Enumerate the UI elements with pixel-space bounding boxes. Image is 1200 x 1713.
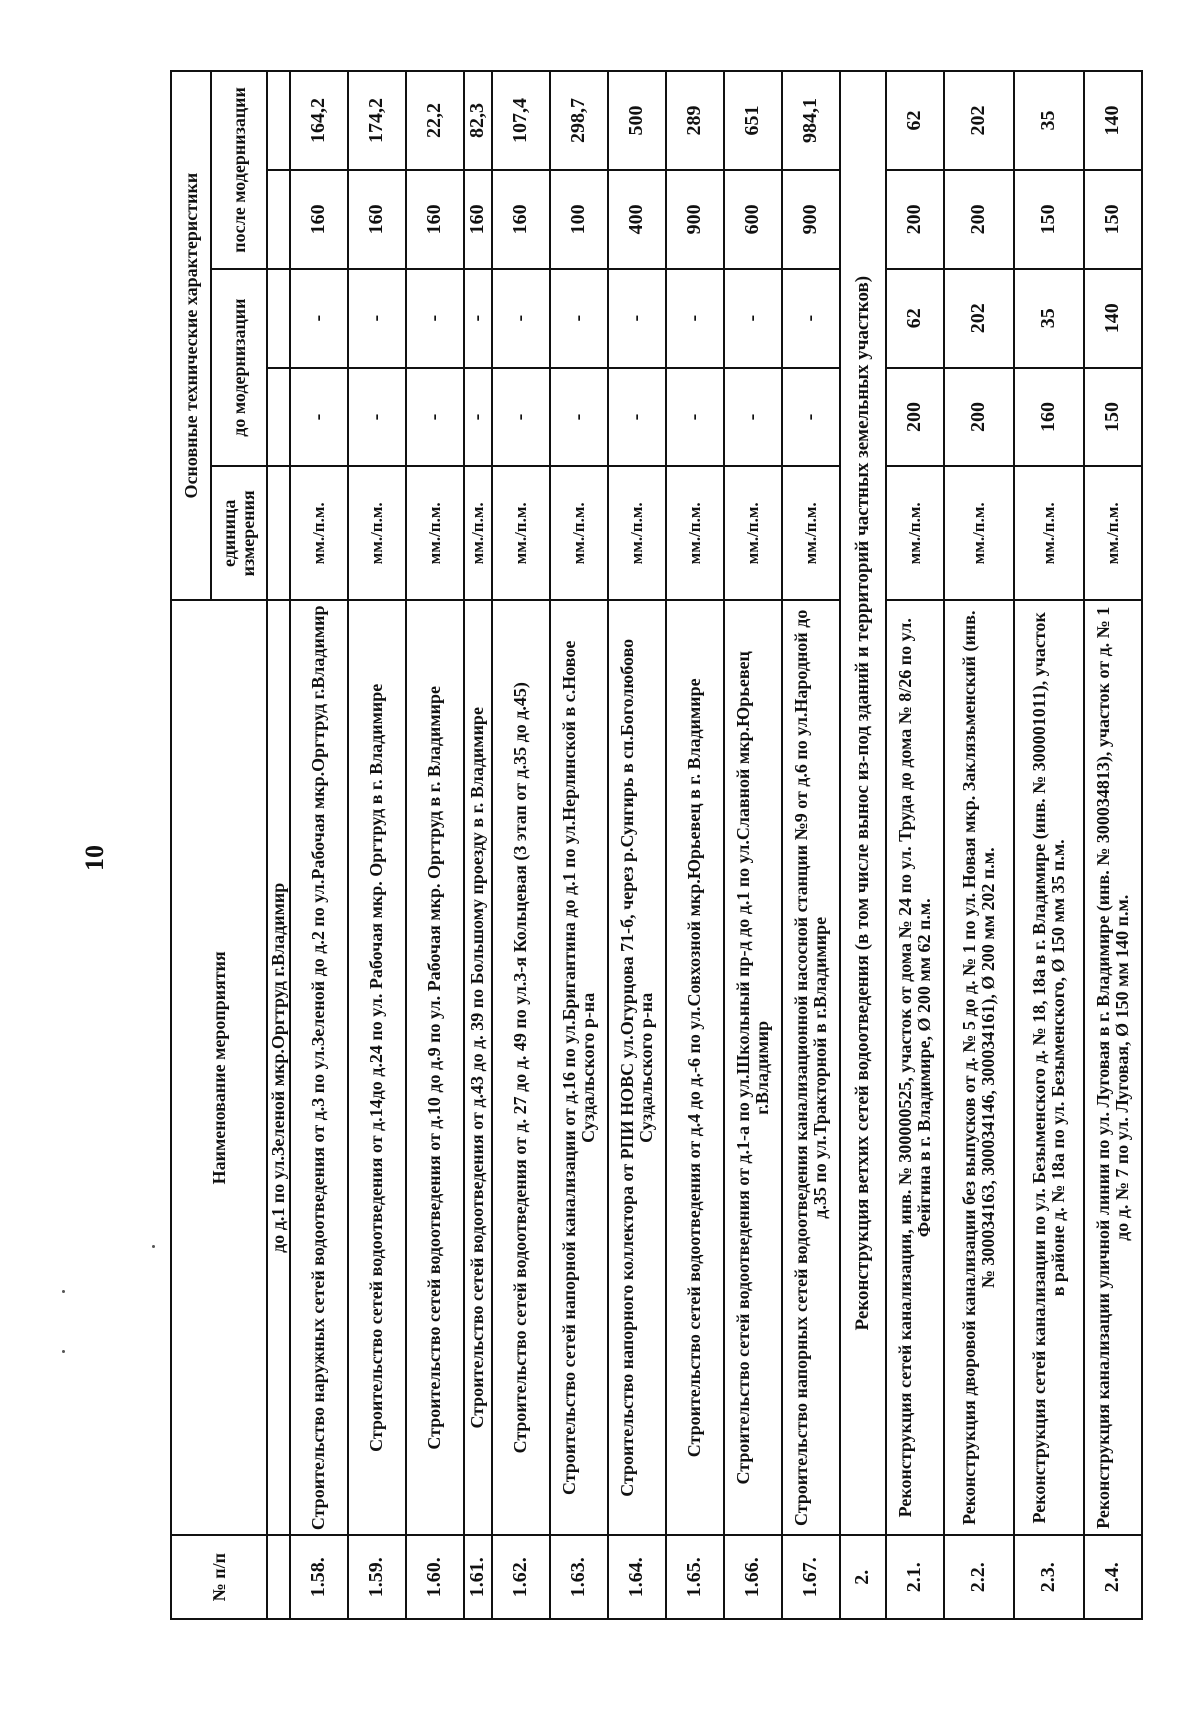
before-diameter xyxy=(267,368,290,467)
measure-name: Строительство сетей водоотведения от д.1-а по ул.Школьный пр-д до д.1 по ул.Славной мкр.Юрьевец г.Владимир xyxy=(724,600,782,1535)
before-diameter: 160 xyxy=(1014,368,1084,467)
after-diameter: 200 xyxy=(886,170,944,269)
before-length: - xyxy=(550,269,608,368)
after-diameter: 160 xyxy=(464,170,492,269)
after-length: 298,7 xyxy=(550,71,608,170)
row-number xyxy=(267,1535,290,1619)
after-length: 289 xyxy=(666,71,724,170)
measure-name: Реконструкция сетей канализации по ул. Безыменского д. № 18, 18а в г. Владимире (инв. № 300001011), участок в районе д. № 18а по ул. Безыменского, Ø 150 мм 35 п.м. xyxy=(1014,600,1084,1535)
row-number: 1.65. xyxy=(666,1535,724,1619)
measure-name: Строительство сетей водоотведения от д.43 до д. 39 по Большому проезду в г. Владимире xyxy=(464,600,492,1535)
before-length: - xyxy=(348,269,406,368)
table-row xyxy=(406,71,464,1619)
row-number: 1.66. xyxy=(724,1535,782,1619)
measure-name: Строительство сетей водоотведения от д.10 до д.9 по ул. Рабочая мкр. Оргтруд в г. Владимире xyxy=(406,600,464,1535)
table-row xyxy=(840,71,886,1619)
measure-name: Реконструкция сетей канализации, инв. № 300000525, участок от дома № 24 по ул. Труда до дома № 8/26 по ул. Фейгина в г. Владимире, Ø 200 мм 62 п.м. xyxy=(886,600,944,1535)
measure-name: Строительство напорных сетей водоотведения канализационной насосной станции №9 от д.6 по ул.Народной до д.35 по ул.Тракторной в г.Владимире xyxy=(782,600,840,1535)
header-num: № п/п xyxy=(171,1535,267,1619)
before-length: - xyxy=(782,269,840,368)
before-length: - xyxy=(290,269,348,368)
measures-table xyxy=(170,70,1143,1620)
after-diameter: 160 xyxy=(406,170,464,269)
row-number: 2. xyxy=(840,1535,886,1619)
row-number: 2.4. xyxy=(1084,1535,1142,1619)
before-diameter: - xyxy=(406,368,464,467)
after-length: 140 xyxy=(1084,71,1142,170)
after-length: 82,3 xyxy=(464,71,492,170)
before-diameter: - xyxy=(492,368,550,467)
measure-name: Строительство сетей водоотведения от д. 27 до д. 49 по ул.3-я Кольцевая (3 этап от д.35 до д.45) xyxy=(492,600,550,1535)
unit-cell: мм./п.м. xyxy=(1084,466,1142,600)
after-diameter: 900 xyxy=(782,170,840,269)
table-row xyxy=(1084,71,1142,1619)
unit-cell: мм./п.м. xyxy=(782,466,840,600)
after-diameter: 100 xyxy=(550,170,608,269)
unit-cell: мм./п.м. xyxy=(724,466,782,600)
page-number: 10 xyxy=(80,845,109,871)
after-diameter: 400 xyxy=(608,170,666,269)
section-title: Реконструкция ветхих сетей водоотведения (в том числе вынос из-под зданий и территорий частных земельных участков) xyxy=(840,71,886,1535)
before-length: - xyxy=(608,269,666,368)
unit-cell: мм./п.м. xyxy=(492,466,550,600)
measure-name: Строительство напорного коллектора от РПИ НОВС ул.Огурцова 71-б, через р.Сунгирь в сп.Боголюбово Суздальского р-на xyxy=(608,600,666,1535)
before-diameter: 200 xyxy=(886,368,944,467)
after-length: 22,2 xyxy=(406,71,464,170)
row-number: 2.1. xyxy=(886,1535,944,1619)
after-diameter: 160 xyxy=(348,170,406,269)
scan-speck xyxy=(152,1245,155,1248)
after-diameter: 160 xyxy=(290,170,348,269)
after-length: 202 xyxy=(944,71,1014,170)
row-number: 2.2. xyxy=(944,1535,1014,1619)
measure-name: Реконструкция канализации уличной линии по ул. Луговая в г. Владимире (инв. № 300034813), участок от д. № 1 до д. № 7 по ул. Луговая, Ø 150 мм 140 п.м. xyxy=(1084,600,1142,1535)
before-diameter: - xyxy=(550,368,608,467)
table-row xyxy=(782,71,840,1619)
unit-cell: мм./п.м. xyxy=(944,466,1014,600)
before-length: 140 xyxy=(1084,269,1142,368)
table-body xyxy=(267,71,1142,1619)
row-number: 1.63. xyxy=(550,1535,608,1619)
after-diameter: 200 xyxy=(944,170,1014,269)
after-length: 164,2 xyxy=(290,71,348,170)
after-length: 107,4 xyxy=(492,71,550,170)
unit-cell: мм./п.м. xyxy=(290,466,348,600)
unit-cell xyxy=(267,466,290,600)
before-diameter: - xyxy=(724,368,782,467)
measure-name: Строительство сетей водоотведения от д.14до д.24 по ул. Рабочая мкр. Оргтруд в г. Владимире xyxy=(348,600,406,1535)
measure-name: Строительство сетей водоотведения от д.4 до д.-6 по ул.Совхозной мкр.Юрьевец в г. Владимире xyxy=(666,600,724,1535)
before-length: 202 xyxy=(944,269,1014,368)
before-diameter: - xyxy=(464,368,492,467)
measure-name: Строительство сетей напорной канализации от д.16 по ул.Бригантина до д.1 по ул.Нерлинской в с.Новое Суздальского р-на xyxy=(550,600,608,1535)
scan-speck xyxy=(62,1350,65,1353)
unit-cell: мм./п.м. xyxy=(608,466,666,600)
after-length: 500 xyxy=(608,71,666,170)
table-row xyxy=(267,71,290,1619)
row-number: 1.61. xyxy=(464,1535,492,1619)
row-number: 1.60. xyxy=(406,1535,464,1619)
unit-cell: мм./п.м. xyxy=(1014,466,1084,600)
before-diameter: 150 xyxy=(1084,368,1142,467)
before-diameter: - xyxy=(290,368,348,467)
after-length xyxy=(267,71,290,170)
header-before: до модернизации xyxy=(211,269,267,467)
table-row xyxy=(492,71,550,1619)
unit-cell: мм./п.м. xyxy=(348,466,406,600)
measure-name: Строительство наружных сетей водоотведения от д.3 по ул.Зеленой до д.2 по ул.Рабочая мкр.Оргтруд г.Владимир xyxy=(290,600,348,1535)
header-unit: единица измерения xyxy=(211,466,267,600)
unit-cell: мм./п.м. xyxy=(406,466,464,600)
before-length: - xyxy=(492,269,550,368)
after-diameter: 900 xyxy=(666,170,724,269)
scan-speck xyxy=(62,1290,65,1293)
table-row xyxy=(666,71,724,1619)
table-row xyxy=(290,71,348,1619)
measure-name: Реконструкция дворовой канализации без выпусков от д. № 5 до д. № 1 по ул. Новая мкр. Заклязьменский (инв. № 300034163, 300034146, 300034161), Ø 200 мм 202 п.м. xyxy=(944,600,1014,1535)
row-number: 1.64. xyxy=(608,1535,666,1619)
row-number: 1.67. xyxy=(782,1535,840,1619)
before-length: - xyxy=(724,269,782,368)
table-row xyxy=(608,71,666,1619)
before-diameter: - xyxy=(608,368,666,467)
unit-cell: мм./п.м. xyxy=(550,466,608,600)
table-row xyxy=(550,71,608,1619)
after-diameter: 600 xyxy=(724,170,782,269)
before-diameter: - xyxy=(666,368,724,467)
table-row xyxy=(464,71,492,1619)
after-length: 35 xyxy=(1014,71,1084,170)
header-name: Наименование мероприятия xyxy=(171,600,267,1535)
table-row xyxy=(724,71,782,1619)
table-container xyxy=(170,70,1132,1620)
before-diameter: - xyxy=(348,368,406,467)
after-length: 62 xyxy=(886,71,944,170)
after-diameter xyxy=(267,170,290,269)
after-diameter: 150 xyxy=(1014,170,1084,269)
before-diameter: 200 xyxy=(944,368,1014,467)
after-diameter: 150 xyxy=(1084,170,1142,269)
header-after: после модернизации xyxy=(211,71,267,269)
after-length: 984,1 xyxy=(782,71,840,170)
table-row xyxy=(944,71,1014,1619)
row-number: 2.3. xyxy=(1014,1535,1084,1619)
before-length: - xyxy=(464,269,492,368)
before-length: - xyxy=(666,269,724,368)
before-length: 35 xyxy=(1014,269,1084,368)
before-length: - xyxy=(406,269,464,368)
row-number: 1.62. xyxy=(492,1535,550,1619)
unit-cell: мм./п.м. xyxy=(886,466,944,600)
after-length: 174,2 xyxy=(348,71,406,170)
after-length: 651 xyxy=(724,71,782,170)
after-diameter: 160 xyxy=(492,170,550,269)
unit-cell: мм./п.м. xyxy=(464,466,492,600)
header-group: Основные технические характеристики xyxy=(171,71,211,600)
before-diameter: - xyxy=(782,368,840,467)
table-row xyxy=(886,71,944,1619)
measure-name: до д.1 по ул.Зеленой мкр.Оргтруд г.Владимир xyxy=(267,600,290,1535)
row-number: 1.59. xyxy=(348,1535,406,1619)
before-length: 62 xyxy=(886,269,944,368)
table-row xyxy=(1014,71,1084,1619)
row-number: 1.58. xyxy=(290,1535,348,1619)
table-row xyxy=(348,71,406,1619)
unit-cell: мм./п.м. xyxy=(666,466,724,600)
before-length xyxy=(267,269,290,368)
